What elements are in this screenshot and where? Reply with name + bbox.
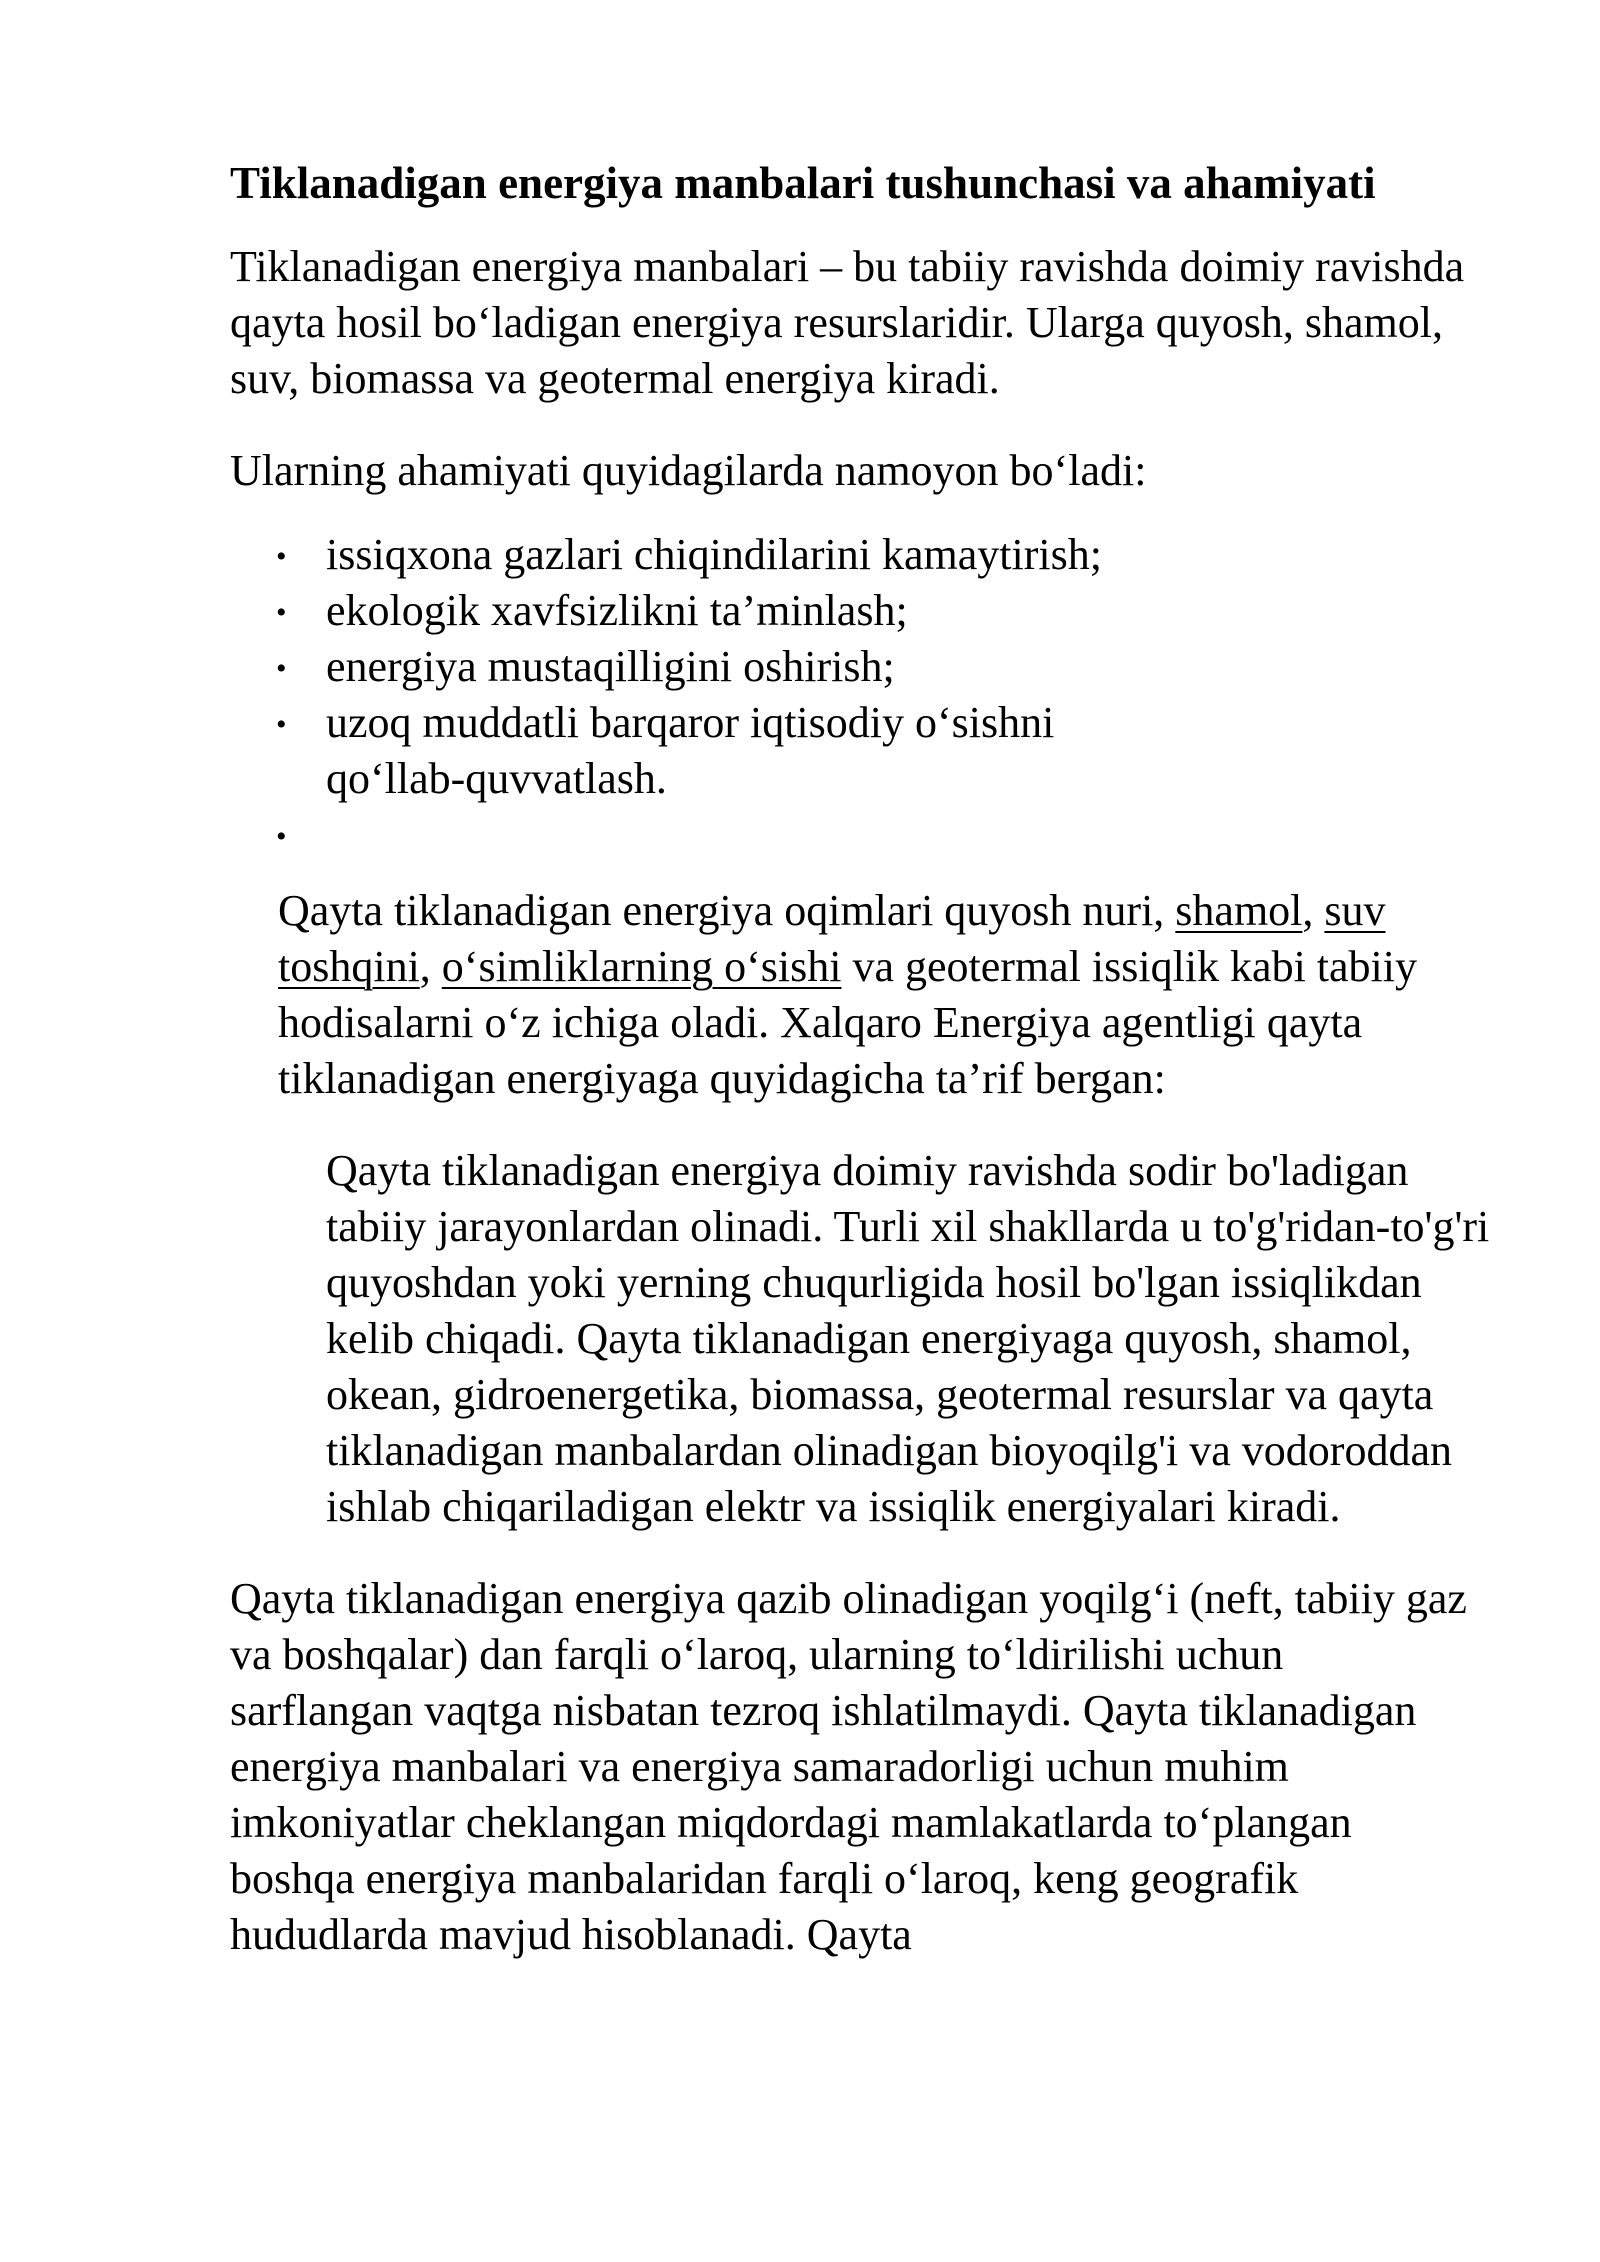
bullet-icon: • (276, 652, 287, 685)
definition-separator: , (1302, 886, 1325, 935)
list-item (230, 527, 1470, 583)
list-item-text: energiya mustaqilligini oshirish; (326, 642, 895, 691)
bullet-icon: • (276, 708, 287, 741)
definition-paragraph (278, 883, 1428, 1107)
definition-separator: , (419, 942, 442, 991)
importance-list (230, 527, 1470, 863)
list-item (230, 639, 1470, 695)
intro-paragraph: Tiklanadigan energiya manbalari – bu tabiiy ravishda doimiy ravishda qayta hosil bo‘ladigan energiya resurslaridir. Ularga quyosh, shamol, suv, biomassa va geotermal energiya kiradi. (230, 242, 1465, 403)
list-item-text: issiqxona gazlari chiqindilarini kamaytirish; (326, 530, 1102, 579)
list-item (230, 583, 1470, 639)
closing-paragraph: Qayta tiklanadigan energiya qazib olinadigan yoqilg‘i (neft, tabiiy gaz va boshqalar) dan farqli o‘laroq, ularning to‘ldirilishi uchun sarflangan vaqtga nisbatan tezroq ishlatilmaydi. Qayta tiklanadigan energiya manbalari va energiya samaradorligi uchun muhim imkoniyatlar cheklangan miqdordagi mamlakatlarda to‘plangan boshqa energiya manbalaridan farqli o‘laroq, keng geografik hududlarda mavjud hisoblanadi. Qayta (230, 1574, 1467, 1959)
list-item (230, 807, 1470, 863)
definition-text-start: Qayta tiklanadigan energiya oqimlari quyosh nuri, (278, 886, 1176, 935)
link-osimliklarning-osishi[interactable]: o‘simliklarning o‘sishi (441, 942, 842, 991)
list-item-text: ekologik xavfsizlikni ta’minlash; (326, 586, 908, 635)
bullet-icon: • (276, 820, 287, 853)
importance-lead: Ularning ahamiyati quyidagilarda namoyon bo‘ladi: (230, 446, 1147, 495)
bullet-icon: • (276, 540, 287, 573)
bullet-icon: • (276, 596, 287, 629)
document-title: Tiklanadigan energiya manbalari tushunchasi va ahamiyati (230, 158, 1376, 208)
list-item-text: uzoq muddatli barqaror iqtisodiy o‘sishni qo‘llab-quvvatlash. (326, 698, 1055, 803)
list-item (230, 695, 1470, 807)
definition-text-end: va geotermal issiqlik kabi tabiiy hodisalarni o‘z ichiga oladi. Xalqaro Energiya agentligi qayta tiklanadigan energiyaga quyidagicha ta’rif bergan: (278, 942, 1417, 1103)
block-quote: Qayta tiklanadigan energiya doimiy ravishda sodir bo'ladigan tabiiy jarayonlardan olinadi. Turli xil shakllarda u to'g'ridan-to'g'ri quyoshdan yoki yerning chuqurligida hosil bo'lgan issiqlikdan kelib chiqadi. Qayta tiklanadigan energiyaga quyosh, shamol, okean, gidroenergetika, biomassa, geotermal resurslar va qayta tiklanadigan manbalardan olinadigan bioyoqilg'i va vodoroddan ishlab chiqariladigan elektr va issiqlik energiyalari kiradi. (326, 1146, 1490, 1531)
document-page (230, 155, 1490, 1999)
link-suv-toshqini[interactable]: suv toshqini (278, 886, 1386, 991)
link-shamol[interactable]: shamol (1175, 886, 1303, 935)
